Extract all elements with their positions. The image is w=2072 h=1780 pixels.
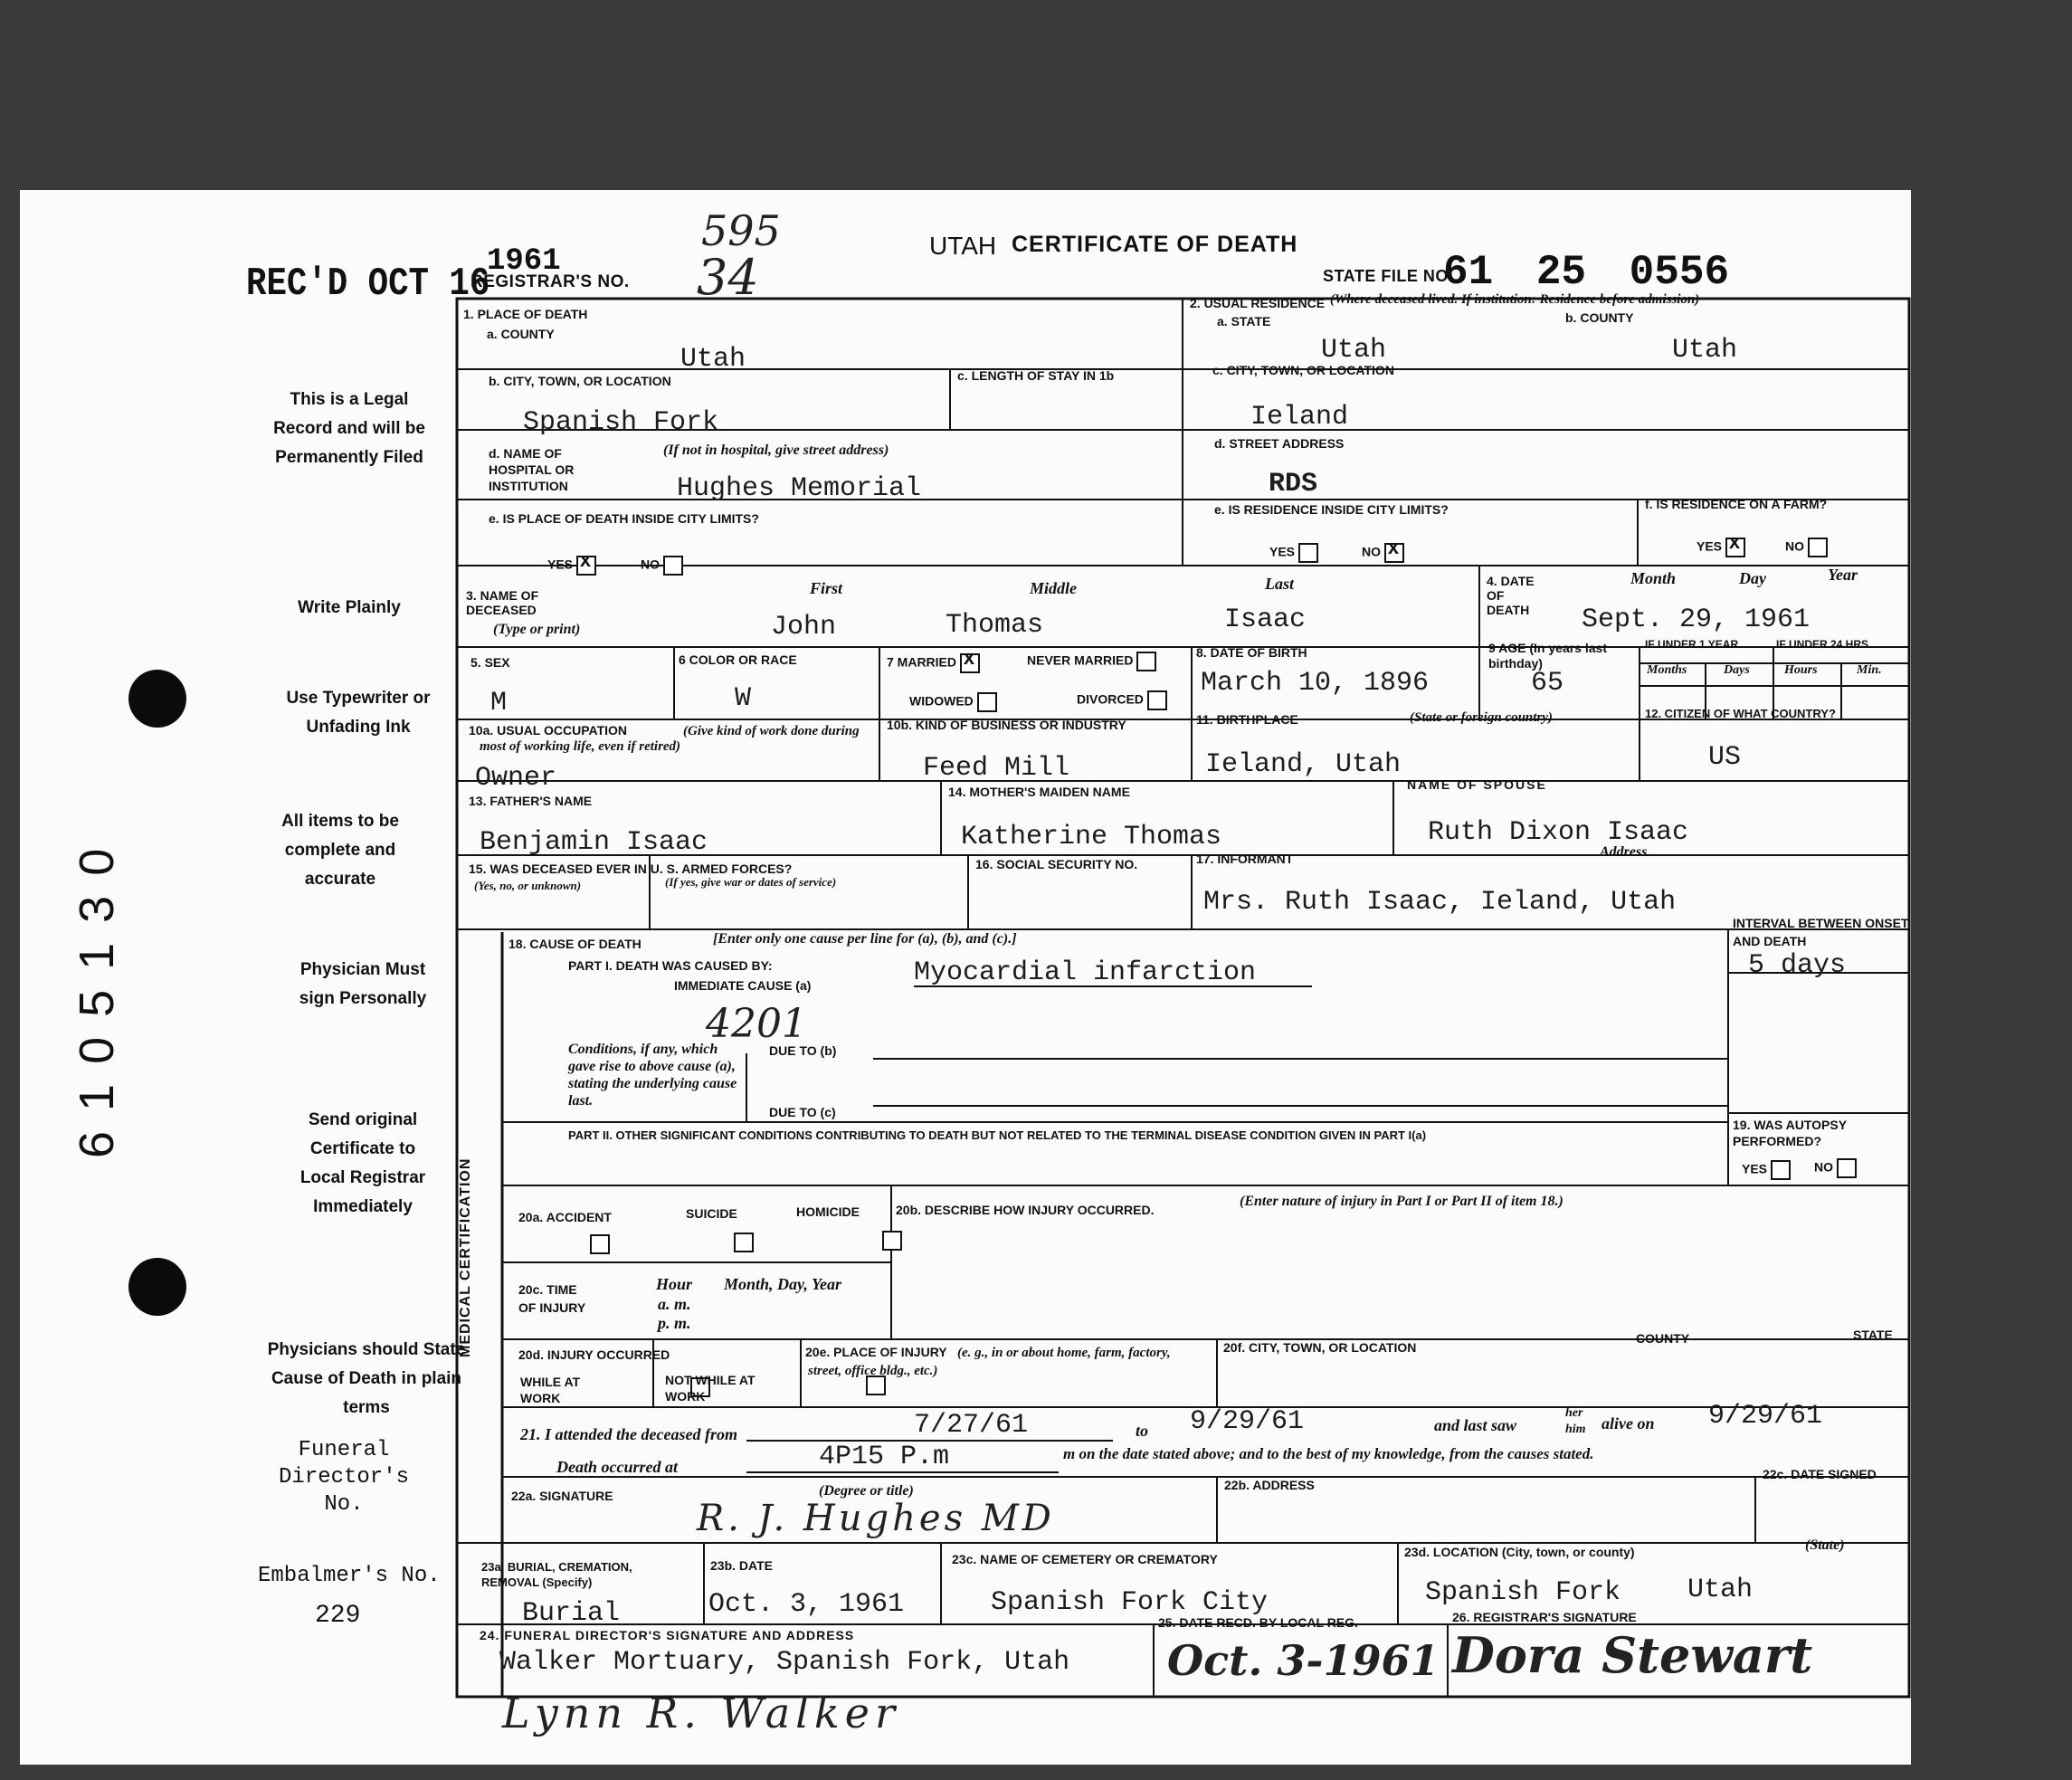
married-checkbox[interactable]	[960, 653, 980, 673]
place-of-injury-label: 20e. PLACE OF INJURY	[805, 1345, 947, 1359]
occupation-note: (Give kind of work done during most of working life, even if retired)	[480, 724, 860, 754]
farm-no-label: NO	[1785, 538, 1804, 554]
registrar-no-upper: 595	[701, 206, 781, 255]
death-county-label: a. COUNTY	[487, 327, 555, 341]
part-one-label: PART I. DEATH WAS CAUSED BY:	[568, 958, 773, 973]
divorced-checkbox[interactable]	[1147, 690, 1167, 710]
months-label: Months	[1647, 663, 1687, 677]
mother-label: 14. MOTHER'S MAIDEN NAME	[948, 785, 1130, 799]
attended-to: 9/29/61	[1190, 1406, 1305, 1437]
deceased-type-note: (Type or print)	[493, 622, 581, 637]
sidebar-legal: This is a Legal Record and will be Permanently Filed	[273, 390, 425, 467]
page-title: CERTIFICATE OF DEATH	[1012, 232, 1298, 257]
residence-city-label: c. CITY, TOWN, OR LOCATION	[1212, 363, 1394, 377]
residence-limits-yes-checkbox[interactable]	[1298, 543, 1318, 563]
burial-date: Oct. 3, 1961	[708, 1589, 905, 1620]
interval-label: INTERVAL BETWEEN ONSET AND DEATH	[1733, 916, 1909, 948]
embalmer-no: 229	[315, 1602, 361, 1630]
armed-forces-label: 15. WAS DECEASED EVER IN U. S. ARMED FORCES?	[469, 861, 793, 876]
time-of-death: 4P15 P.m	[819, 1442, 950, 1472]
death-limits-no-checkbox[interactable]	[663, 556, 683, 576]
injury-county-label: COUNTY	[1636, 1331, 1690, 1346]
death-city-label: b. CITY, TOWN, OR LOCATION	[489, 374, 671, 388]
homicide-label: HOMICIDE	[796, 1204, 860, 1219]
death-limits-yes-checkbox[interactable]	[576, 556, 596, 576]
am-label: a. m.	[658, 1295, 691, 1313]
her-label: her	[1565, 1406, 1583, 1420]
death-city: Spanish Fork	[523, 407, 719, 438]
cemetery-label: 23c. NAME OF CEMETERY OR CREMATORY	[952, 1552, 1218, 1566]
first-name: John	[771, 612, 837, 643]
father-name: Benjamin Isaac	[480, 827, 708, 858]
conditions-note: Conditions, if any, which gave rise to above cause (a), stating the underlying cause last.	[568, 1042, 737, 1109]
accident-label: 20a. ACCIDENT	[518, 1210, 612, 1224]
married-label: 7 MARRIED	[887, 654, 957, 670]
interval: 5 days	[1748, 950, 1847, 981]
residence-state-label: a. STATE	[1217, 314, 1271, 328]
describe-injury-note: (Enter nature of injury in Part I or Part II of item 18.)	[1240, 1194, 1564, 1209]
date-received-label: 25. DATE RECD. BY LOCAL REG.	[1158, 1615, 1358, 1630]
hours-label: Hours	[1784, 663, 1818, 677]
race-label: 6 COLOR OR RACE	[679, 652, 797, 667]
funeral-director-label: 24. FUNERAL DIRECTOR'S SIGNATURE AND ADDRESS	[480, 1628, 855, 1642]
business-label: 10b. KIND OF BUSINESS OR INDUSTRY	[887, 718, 1126, 732]
hospital-label: d. NAME OF HOSPITAL OR INSTITUTION	[489, 446, 575, 493]
spouse-label: NAME OF SPOUSE	[1407, 777, 1547, 792]
death-limits-no-label: NO	[641, 557, 660, 572]
race: W	[735, 683, 752, 714]
occupation: Owner	[475, 763, 557, 794]
vertical-serial-number: 6105130	[70, 828, 124, 1158]
last-seen-alive: 9/29/61	[1708, 1401, 1823, 1432]
attended-to-label: to	[1136, 1422, 1149, 1440]
sidebar-send: Send original Certificate to Local Registrar Immediately	[299, 1110, 426, 1216]
hospital-name: Hughes Memorial	[677, 473, 922, 504]
alive-on-label: alive on	[1602, 1414, 1655, 1433]
residence-county: Utah	[1672, 335, 1738, 366]
social-security-label: 16. SOCIAL SECURITY NO.	[975, 857, 1138, 871]
physician-address-label: 22b. ADDRESS	[1224, 1478, 1315, 1492]
death-occurred-label: Death occurred at	[556, 1458, 678, 1476]
burial-state-label: (State)	[1805, 1537, 1845, 1553]
age: 65	[1531, 668, 1564, 699]
birthplace-label: 11. BIRTHPLACE	[1196, 712, 1298, 727]
under-24-hours-label: IF UNDER 24 HRS.	[1776, 638, 1872, 651]
month-day-year-label: Month, Day, Year	[724, 1275, 842, 1293]
state-file-label: STATE FILE NO.	[1323, 267, 1454, 285]
age-label: 9 AGE (In years last birthday)	[1488, 641, 1607, 671]
residence-county-label: b. COUNTY	[1565, 310, 1634, 325]
registrar-no-label: REGISTRAR'S NO.	[470, 272, 630, 291]
him-label: him	[1565, 1423, 1586, 1436]
informant: Mrs. Ruth Isaac, Ieland, Utah	[1203, 887, 1677, 918]
accident-checkbox[interactable]	[590, 1234, 610, 1254]
citizen: US	[1708, 742, 1742, 773]
received-stamp: REC'D OCT 16	[246, 262, 490, 307]
registrar-no: 34	[697, 249, 759, 306]
street-address: RDS	[1269, 469, 1318, 500]
place-of-injury-note: (e. g., in or about home, farm, factory, street, office bldg., etc.)	[808, 1346, 1171, 1378]
informant-label: 17. INFORMANT	[1196, 852, 1294, 866]
cause-of-death-label: 18. CAUSE OF DEATH	[508, 937, 642, 951]
citizen-label: 12. CITIZEN OF WHAT COUNTRY?	[1645, 707, 1836, 720]
last-name: Isaac	[1224, 604, 1307, 635]
injury-occurred-label: 20d. INJURY OCCURRED	[518, 1347, 670, 1362]
residence-inside-limits-label: e. IS RESIDENCE INSIDE CITY LIMITS?	[1214, 502, 1449, 517]
registrar-signature-label: 26. REGISTRAR'S SIGNATURE	[1452, 1610, 1637, 1624]
date-of-death: Sept. 29, 1961	[1582, 604, 1811, 635]
length-of-stay-label: c. LENGTH OF STAY IN 1b	[957, 368, 1115, 383]
last-saw-label: and last saw	[1434, 1416, 1517, 1434]
cause-code: 4201	[706, 1001, 807, 1047]
spouse-name: Ruth Dixon Isaac	[1428, 817, 1689, 848]
cause-note: [Enter only one cause per line for (a), (b), and (c).]	[713, 931, 1017, 947]
residence-note: (Where deceased lived. If institution: Residence before admission)	[1330, 292, 1700, 307]
father-label: 13. FATHER'S NAME	[469, 794, 593, 808]
cemetery: Spanish Fork City	[991, 1587, 1269, 1618]
while-at-work-label: WHILE AT WORK	[520, 1375, 581, 1405]
hospital-note: (If not in hospital, give street address)	[663, 443, 889, 458]
injury-state-label: STATE	[1853, 1328, 1893, 1342]
funeral-director: Walker Mortuary, Spanish Fork, Utah	[499, 1647, 1070, 1678]
informant-address-label: Address	[1600, 844, 1648, 860]
sidebar-typewriter: Use Typewriter or Unfading Ink	[286, 689, 431, 737]
date-received: Oct. 3-1961	[1167, 1636, 1440, 1685]
death-inside-limits-label: e. IS PLACE OF DEATH INSIDE CITY LIMITS?	[489, 511, 759, 526]
middle-name: Thomas	[946, 610, 1044, 641]
state-file-no: 61 25 0556	[1443, 249, 1730, 296]
degree-label: (Degree or title)	[819, 1483, 914, 1499]
death-county: Utah	[680, 344, 746, 375]
attestation-statement: m on the date stated above; and to the best of my knowledge, from the causes stated.	[1063, 1445, 1594, 1462]
street-address-label: d. STREET ADDRESS	[1214, 436, 1345, 451]
mother-name: Katherine Thomas	[961, 822, 1222, 852]
never-married-label: NEVER MARRIED	[1027, 652, 1134, 668]
signature-label: 22a. SIGNATURE	[511, 1489, 613, 1503]
business: Feed Mill	[923, 753, 1070, 784]
describe-injury-label: 20b. DESCRIBE HOW INJURY OCCURRED.	[896, 1203, 1155, 1217]
day-label: Day	[1739, 569, 1766, 587]
month-label: Month	[1630, 569, 1677, 587]
date-of-birth-label: 8. DATE OF BIRTH	[1196, 645, 1307, 660]
never-married-checkbox[interactable]	[1136, 652, 1156, 671]
min-label: Min.	[1857, 663, 1882, 677]
registrar-signature: Dora Stewart	[1452, 1626, 1813, 1684]
occupation-label: 10a. USUAL OCCUPATION	[469, 723, 628, 738]
due-to-b-label: DUE TO (b)	[769, 1043, 837, 1058]
immediate-cause: Myocardial infarction	[914, 957, 1257, 988]
disposition: Burial	[522, 1598, 621, 1629]
physician-signature: R. J. Hughes MD	[697, 1498, 1055, 1539]
due-to-c-label: DUE TO (c)	[769, 1105, 836, 1119]
burial-state: Utah	[1687, 1575, 1754, 1605]
sidebar-cause: Physicians should State Cause of Death in plain terms	[267, 1340, 466, 1417]
sidebar-write: Write Plainly	[298, 598, 401, 617]
farm-yes-checkbox[interactable]	[1725, 538, 1745, 557]
homicide-checkbox[interactable]	[882, 1231, 902, 1251]
days-label: Days	[1724, 663, 1750, 677]
divorced-label: DIVORCED	[1077, 691, 1144, 707]
funeral-director-no-label: Funeral Director's No.	[278, 1438, 410, 1517]
under-one-year-label: IF UNDER 1 YEAR	[1645, 638, 1739, 651]
farm-label: f. IS RESIDENCE ON A FARM?	[1645, 497, 1828, 511]
residence-city: Ieland	[1250, 402, 1349, 433]
birthplace: Ieland, Utah	[1205, 749, 1402, 780]
farm-yes-label: YES	[1697, 538, 1723, 554]
autopsy-label: 19. WAS AUTOPSY PERFORMED?	[1733, 1118, 1847, 1148]
funeral-director-signature: Lynn R. Walker	[502, 1689, 900, 1737]
date-of-death-label: 4. DATE OF DEATH	[1487, 574, 1535, 617]
autopsy-no-label: NO	[1814, 1159, 1833, 1175]
autopsy-no-checkbox[interactable]	[1837, 1158, 1857, 1178]
suicide-checkbox[interactable]	[734, 1233, 754, 1252]
date-of-birth: March 10, 1896	[1201, 668, 1430, 699]
medical-certification-label: MEDICAL CERTIFICATION	[458, 1157, 473, 1357]
embalmer-no-label: Embalmer's No.	[258, 1564, 441, 1588]
first-label: First	[810, 579, 843, 597]
birthplace-note: (State or foreign country)	[1410, 710, 1553, 725]
armed-forces-note: (Yes, no, or unknown)	[474, 879, 582, 892]
immediate-cause-label: IMMEDIATE CAUSE (a)	[674, 978, 812, 993]
part-two-label: PART II. OTHER SIGNIFICANT CONDITIONS CONTRIBUTING TO DEATH BUT NOT RELATED TO THE TERMINAL DISEASE CONDITION GIVEN IN PART I(a)	[568, 1128, 1427, 1142]
not-while-at-work-label: NOT WHILE AT WORK	[665, 1373, 756, 1404]
autopsy-yes-checkbox[interactable]	[1771, 1160, 1791, 1180]
residence-label: 2. USUAL RESIDENCE	[1190, 296, 1326, 310]
sex-label: 5. SEX	[470, 655, 510, 670]
farm-no-checkbox[interactable]	[1808, 538, 1828, 557]
residence-state: Utah	[1321, 335, 1387, 366]
attended-label: 21. I attended the deceased from	[520, 1425, 737, 1443]
sidebar-physician: Physician Must sign Personally	[299, 960, 427, 1008]
pm-label: p. m.	[658, 1314, 691, 1332]
death-limits-yes-label: YES	[547, 557, 574, 572]
residence-limits-no-checkbox[interactable]	[1384, 543, 1404, 563]
widowed-checkbox[interactable]	[977, 692, 997, 712]
year-label: Year	[1828, 566, 1858, 584]
time-of-injury-label: 20c. TIME OF INJURY	[518, 1282, 586, 1315]
title-prefix: UTAH	[929, 232, 997, 260]
place-of-death-label: 1. PLACE OF DEATH	[463, 307, 588, 321]
sidebar-complete: All items to be complete and accurate	[281, 812, 399, 889]
widowed-label: WIDOWED	[909, 693, 974, 709]
residence-limits-yes-label: YES	[1269, 544, 1296, 559]
received-year: 1961	[487, 244, 561, 279]
sex: M	[490, 688, 508, 719]
disposition-label: 23a. BURIAL, CREMATION, REMOVAL (Specify)	[481, 1560, 632, 1589]
deceased-name-label: 3. NAME OF DECEASED	[466, 588, 539, 617]
last-label: Last	[1265, 575, 1295, 593]
hour-label: Hour	[656, 1275, 693, 1293]
residence-limits-no-label: NO	[1362, 544, 1381, 559]
burial-location: Spanish Fork	[1425, 1577, 1621, 1608]
injury-city-label: 20f. CITY, TOWN, OR LOCATION	[1223, 1340, 1417, 1355]
date-signed-label: 22c. DATE SIGNED	[1763, 1467, 1877, 1481]
suicide-label: SUICIDE	[686, 1206, 737, 1221]
burial-date-label: 23b. DATE	[710, 1558, 773, 1573]
attended-from: 7/27/61	[914, 1410, 1029, 1441]
autopsy-yes-label: YES	[1742, 1161, 1768, 1176]
armed-forces-service-note: (If yes, give war or dates of service)	[665, 875, 837, 889]
burial-location-label: 23d. LOCATION (City, town, or county)	[1404, 1545, 1635, 1559]
middle-label: Middle	[1030, 579, 1077, 597]
